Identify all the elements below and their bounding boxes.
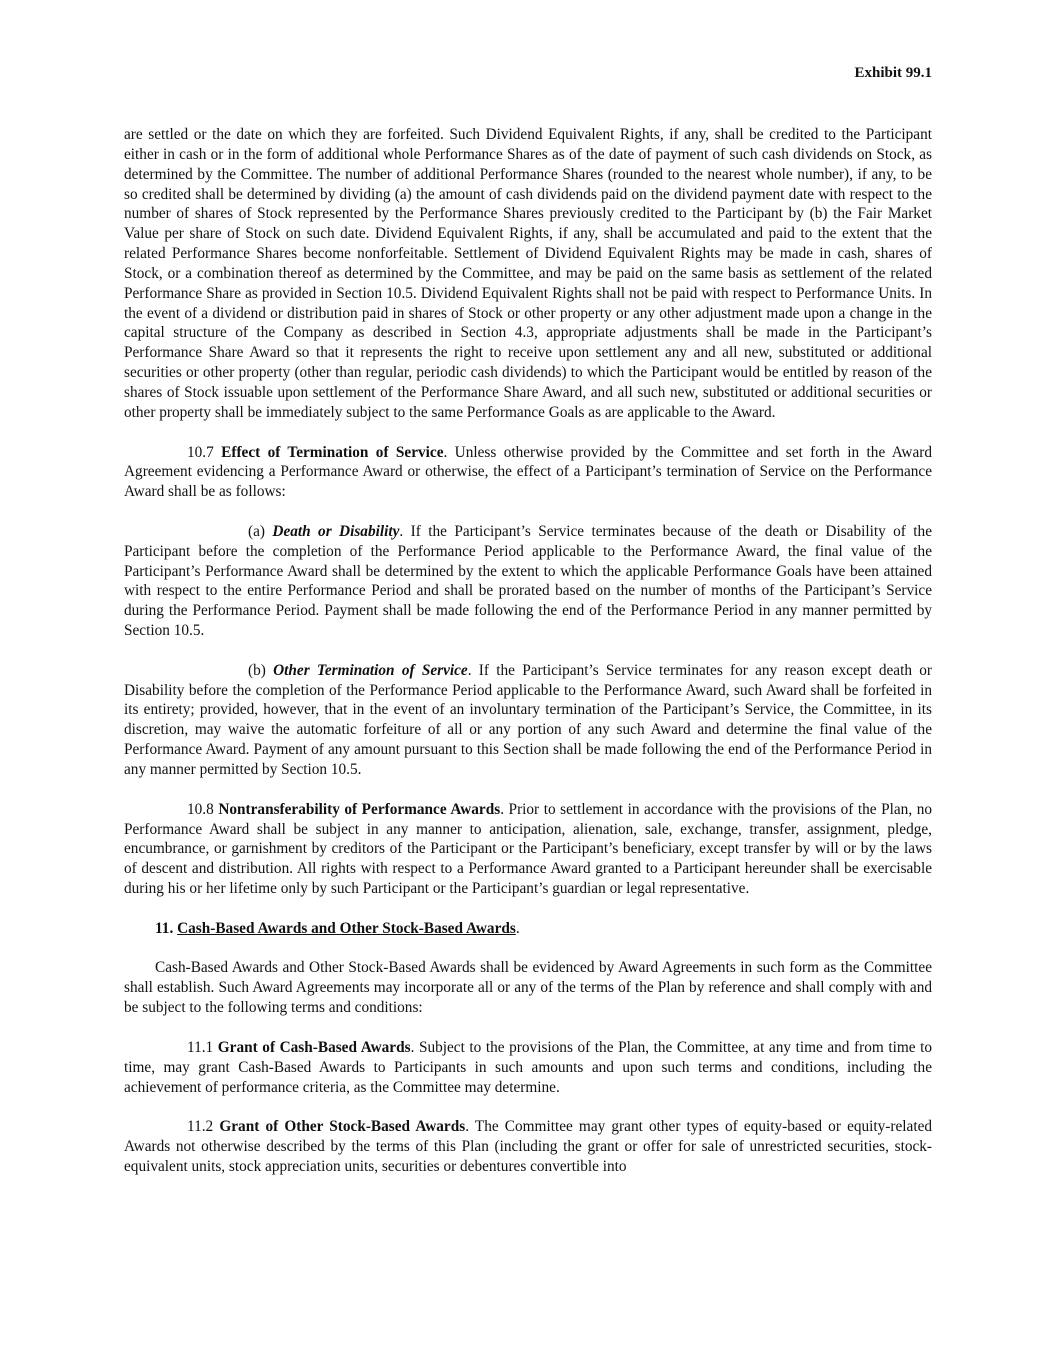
section-number: 11.2 <box>187 1118 220 1136</box>
section-10-7 <box>124 443 932 503</box>
section-text: . Unless otherwise provided by the Committee and set forth in the Award Agreement evidencing a Performance Award or otherwise, the effect of a Participant’s termination of Service on the Performance Award shall be as follows: <box>124 443 932 501</box>
section-title: Nontransferability of Performance Awards <box>218 800 501 818</box>
section-number: 11.1 <box>187 1038 218 1056</box>
section-text: . Subject to the provisions of the Plan, the Committee, at any time and from time to time, may grant Cash-Based Awards to Participants in such amounts and upon such terms and conditions, including the achievement of performance criteria, as the Committee may determine. <box>124 1038 932 1096</box>
section-number: 10.7 <box>187 443 222 461</box>
heading-trailing: . <box>515 919 520 937</box>
section-10-7-a <box>124 522 932 641</box>
section-11-2 <box>124 1117 932 1177</box>
heading-title: Cash-Based Awards and Other Stock-Based Awards <box>177 919 516 937</box>
heading-number: 11. <box>155 919 178 937</box>
paragraph-dividend-equivalent-rights <box>124 125 932 423</box>
section-11-heading <box>124 919 932 939</box>
section-10-8 <box>124 800 932 899</box>
section-title: Grant of Cash-Based Awards <box>217 1038 411 1056</box>
section-title: Grant of Other Stock-Based Awards <box>219 1118 466 1136</box>
section-11-1 <box>124 1038 932 1098</box>
document-body <box>124 125 932 1197</box>
section-title: Effect of Termination of Service <box>221 443 444 461</box>
subsection-text: . If the Participant’s Service terminates for any reason except death or Disability before the completion of the Performance Period applicable to the Performance Award, such Award shall be forfeited in its entirety; provided, however, that in the event of an involuntary termination of the Participant’s Service, the Committee, in its discretion, may waive the automatic forfeiture of all or any portion of any such Award and determine the final value of the Performance Award. Payment of any amount pursuant to this Section shall be made following the end of the Performance Period in any manner permitted by Section 10.5. <box>124 661 932 778</box>
section-number: 10.8 <box>187 800 219 818</box>
section-text: . The Committee may grant other types of equity-based or equity-related Awards not otherwise described by the terms of this Plan (including the grant or offer for sale of unrestricted securities, stock-equivalent units, stock appreciation units, securities or debentures convertible into <box>124 1118 933 1175</box>
section-10-7-b <box>124 661 932 780</box>
subsection-number: (a) <box>248 522 273 540</box>
subsection-title: Other Termination of Service <box>273 661 468 679</box>
paragraph-text: are settled or the date on which they are forfeited. Such Dividend Equivalent Rights, if any, shall be credited to the Participant either in cash or in the form of additional whole Performance Shares as of the date of payment of such cash dividends on Stock, as determined by the Committee. The number of additional Performance Shares (rounded to the nearest whole number), if any, to be so credited shall be determined by dividing (a) the amount of cash dividends paid on the dividend payment date with respect to the number of shares of Stock represented by the Performance Shares previously credited to the Participant by (b) the Fair Market Value per share of Stock on such date. Dividend Equivalent Rights, if any, shall be accumulated and paid to the extent that the related Performance Shares become nonforfeitable. Settlement of Dividend Equivalent Rights may be made in cash, shares of Stock, or a combination thereof as determined by the Committee, and may be paid on the same basis as settlement of the related Performance Share as provided in Section 10.5. Dividend Equivalent Rights shall not be paid with respect to Performance Units. In the event of a dividend or distribution paid in shares of Stock or other property or any other adjustment made upon a change in the capital structure of the Company as described in Section 4.3, appropriate adjustments shall be made in the Participant’s Performance Share Award so that it represents the right to receive upon settlement any and all new, substituted or additional securities or other property (other than regular, periodic cash dividends) to which the Participant would be entitled by reason of the shares of Stock issuable upon settlement of the Performance Share Award, and all such new, substituted or additional securities or other property shall be immediately subject to the same Performance Goals as are applicable to the Award. <box>124 126 932 421</box>
exhibit-label: Exhibit 99.1 <box>854 65 932 81</box>
subsection-title: Death or Disability <box>272 522 400 540</box>
subsection-text: . If the Participant’s Service terminates because of the death or Disability of the Participant before the completion of the Performance Period applicable to the Performance Award, the final value of the Participant’s Performance Award shall be determined by the extent to which the applicable Performance Goals have been attained with respect to the entire Performance Period and shall be prorated based on the number of months of the Participant’s Service during the Performance Period. Payment shall be made following the end of the Performance Period in any manner permitted by Section 10.5. <box>124 522 932 640</box>
section-11-intro <box>124 958 932 1018</box>
paragraph-text: Cash-Based Awards and Other Stock-Based Awards shall be evidenced by Award Agreements in such form as the Committee shall establish. Such Award Agreements may incorporate all or any of the terms of the Plan by reference and shall comply with and be subject to the following terms and conditions: <box>124 959 932 1017</box>
section-text: . Prior to settlement in accordance with the provisions of the Plan, no Performance Award shall be subject in any manner to anticipation, alienation, sale, exchange, transfer, assignment, pledge, encumbrance, or garnishment by creditors of the Participant or the Participant’s beneficiary, except transfer by will or by the laws of descent and distribution. All rights with respect to a Performance Award granted to a Participant hereunder shall be exercisable during his or her lifetime only by such Participant or the Participant’s guardian or legal representative. <box>124 800 933 898</box>
subsection-number: (b) <box>248 661 274 679</box>
